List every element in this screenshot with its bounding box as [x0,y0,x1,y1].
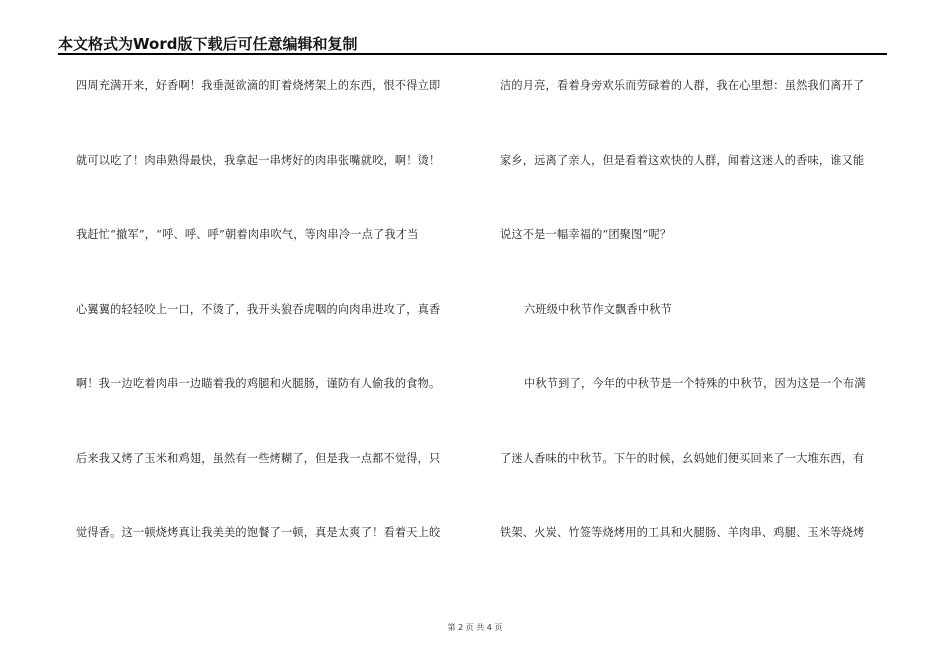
right-text-column [500,78,885,600]
document-header-title: 本文格式为Word版下载后可任意编辑和复制 [58,35,358,53]
text-line: 啊！我一边吃着肉串一边瞄着我的鸡腿和火腿肠，谨防有人偷我的食物。 [76,377,441,390]
text-line: 铁架、火炭、竹签等烧烤用的工具和火腿肠、羊肉串、鸡腿、玉米等烧烤 [500,526,865,539]
text-line: 洁的月亮，看着身旁欢乐而劳碌着的人群，我在心里想：虽然我们离开了 [500,79,865,92]
text-line: 说这不是一幅幸福的“团聚图”呢？ [500,228,672,241]
left-text-column [76,78,461,600]
text-line: 四周充满开来，好香啊！我垂涎欲滴的盯着烧烤架上的东西，恨不得立即 [76,79,441,92]
text-line: 中秋节到了，今年的中秋节是一个特殊的中秋节，因为这是一个布满 [524,377,866,390]
text-line: 了迷人香味的中秋节。下午的时候，幺妈她们便买回来了一大堆东西，有 [500,451,865,465]
header-rule [58,53,887,55]
page-number-footer: 第 2 页 共 4 页 [447,623,503,632]
text-line: 心翼翼的轻轻咬上一口，不烫了，我开头狼吞虎咽的向肉串进攻了，真香 [76,302,441,316]
text-line: 我赶忙“撤军”，“呼、呼、呼”朝着肉串吹气，等肉串冷一点了我才当 [76,228,419,241]
text-line: 后来我又烤了玉米和鸡翅，虽然有一些烤糊了，但是我一点都不觉得，只 [76,451,441,465]
text-line: 觉得香。这一顿烧烤真让我美美的饱餐了一顿，真是太爽了！看着天上皎 [76,526,441,539]
text-line: 就可以吃了！肉串熟得最快，我拿起一串烤好的肉串张嘴就咬，啊！烫！ [76,153,441,167]
text-line: 家乡，远离了亲人，但是看着这欢快的人群，闻着这迷人的香味，谁又能 [500,153,865,167]
section-title: 六班级中秋节作文飘香中秋节 [524,302,673,316]
